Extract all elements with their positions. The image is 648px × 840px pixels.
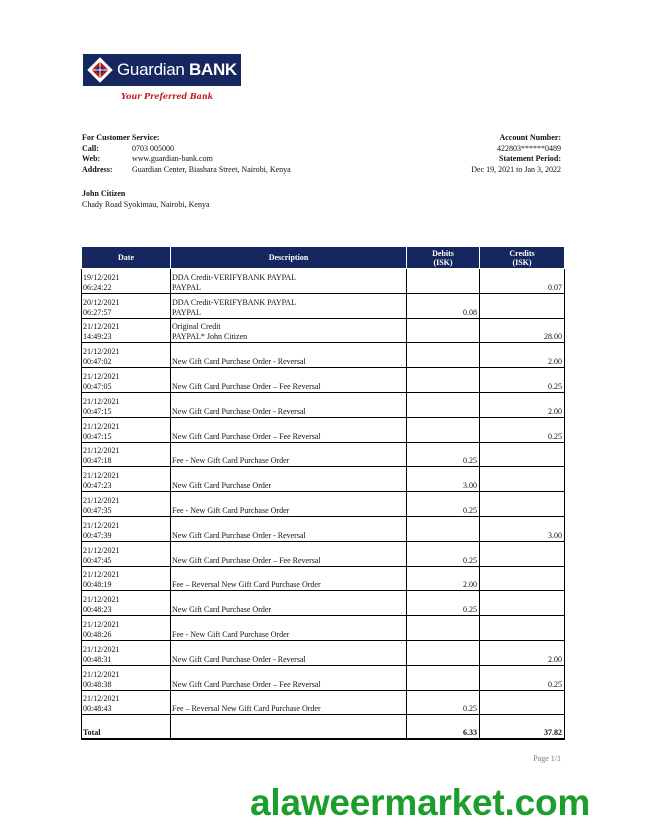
row-desc-line1 [172,471,405,481]
table-row [82,368,565,393]
customer-block [82,189,210,210]
cell-credit [480,293,565,318]
cell-debit [407,318,480,343]
cell-debit [407,368,480,393]
cell-description [171,690,407,715]
cell-description [171,392,407,417]
cell-date [82,442,171,467]
row-time: 00:47:45 [83,555,112,565]
cell-description [171,442,407,467]
row-date: 21/12/2021 [83,446,120,456]
header-debits-unit: (ISK) [433,257,453,267]
customer-address: Chady Road Syokimau, Nairobi, Kenya [82,199,210,209]
row-desc-line1 [172,496,405,506]
cell-credit [480,566,565,591]
address-label: Address: [82,164,113,174]
row-date: 19/12/2021 [83,272,120,282]
account-info-block [471,133,561,175]
cell-description [171,293,407,318]
row-desc-line2: New Gift Card Purchase Order - Reversal [172,406,306,416]
table-body [82,269,565,715]
customer-name: John Citizen [82,189,126,198]
row-desc-line2: Fee – Reversal New Gift Card Purchase Order [172,704,321,714]
table-row [82,690,565,715]
cell-description [171,516,407,541]
row-desc-line2: Fee – Reversal New Gift Card Purchase Order [172,580,321,590]
header-debits-label: Debits [432,248,454,258]
row-time: 00:48:26 [83,629,112,639]
transactions-table [81,246,565,740]
cell-credit: 0.07 [480,269,565,294]
cell-description [171,318,407,343]
row-desc-line1 [172,670,405,680]
page-number: Page 1/1 [533,754,561,763]
table-row [82,318,565,343]
row-desc-line2: New Gift Card Purchase Order – Fee Reversal [172,431,321,441]
row-time: 00:48:38 [83,679,112,689]
cell-debit: 0.08 [407,293,480,318]
row-date: 20/12/2021 [83,297,120,307]
cell-credit: 3.00 [480,516,565,541]
row-desc-line2: New Gift Card Purchase Order - Reversal [172,357,306,367]
cell-credit [480,591,565,616]
cell-description [171,566,407,591]
row-desc-line1: DDA Credit-VERIFYBANK PAYPAL [172,297,297,307]
table-row [82,616,565,641]
cell-debit [407,516,480,541]
cell-date [82,269,171,294]
address-value: Guardian Center, Biashara Street, Nairobi, Kenya [132,164,291,174]
cell-credit: 2.00 [480,640,565,665]
row-date: 21/12/2021 [83,644,120,654]
cell-date [82,318,171,343]
cell-date [82,566,171,591]
statement-period-value: Dec 19, 2021 to Jan 3, 2022 [471,164,561,174]
row-date: 21/12/2021 [83,495,120,505]
cell-credit [480,541,565,566]
row-desc-line2: New Gift Card Purchase Order - Reversal [172,654,306,664]
row-date: 21/12/2021 [83,421,120,431]
cell-debit: 0.25 [407,492,480,517]
table-row [82,269,565,294]
total-desc-empty [171,715,407,739]
row-date: 21/12/2021 [83,545,120,555]
header-credits-unit: (ISK) [512,257,532,267]
row-desc-line2: New Gift Card Purchase Order - Reversal [172,530,306,540]
cell-credit: 0.25 [480,665,565,690]
cell-debit: 3.00 [407,467,480,492]
cell-debit: 0.25 [407,690,480,715]
account-number-label: Account Number: [499,133,561,142]
bank-emblem-icon [83,54,117,86]
cell-date [82,293,171,318]
cell-credit: 2.00 [480,392,565,417]
row-desc-line2: New Gift Card Purchase Order [172,605,272,615]
watermark: alaweermarket.com [250,782,591,823]
cell-credit: 28.00 [480,318,565,343]
row-date: 21/12/2021 [83,694,120,704]
bank-logo [83,54,241,86]
statement-period-label: Statement Period: [499,154,561,163]
cell-description [171,368,407,393]
cell-date [82,640,171,665]
row-date: 21/12/2021 [83,371,120,381]
table-row [82,392,565,417]
row-time: 00:47:15 [83,406,112,416]
row-date: 21/12/2021 [83,471,120,481]
row-time: 00:47:18 [83,456,112,466]
customer-service-block [82,133,291,175]
cell-description [171,269,407,294]
cell-credit [480,616,565,641]
cell-date [82,492,171,517]
call-value: 0703 005000 [132,143,174,153]
cell-debit [407,616,480,641]
cell-debit: 0.25 [407,541,480,566]
row-date: 21/12/2021 [83,396,120,406]
row-desc-line2: Fee - New Gift Card Purchase Order [172,505,290,515]
cell-description [171,591,407,616]
cell-description [171,640,407,665]
row-time: 00:47:39 [83,530,112,540]
web-label: Web: [82,154,101,163]
cell-debit [407,665,480,690]
row-desc-line1 [172,620,405,630]
table-row [82,492,565,517]
header-debits [407,247,480,269]
row-time: 00:48:19 [83,580,112,590]
cell-credit: 2.00 [480,343,565,368]
cell-description [171,616,407,641]
row-date: 21/12/2021 [83,570,120,580]
row-desc-line1 [172,546,405,556]
row-desc-line2: New Gift Card Purchase Order – Fee Reversal [172,381,321,391]
table-header-row [82,247,565,269]
row-desc-line1 [172,397,405,407]
bank-tagline: Your Preferred Bank [121,91,214,101]
account-number-value: 422803******0489 [497,143,561,153]
row-date: 21/12/2021 [83,595,120,605]
cell-credit [480,492,565,517]
row-date: 21/12/2021 [83,619,120,629]
row-date: 21/12/2021 [83,347,120,357]
table-row [82,293,565,318]
row-desc-line2: Fee - New Gift Card Purchase Order [172,629,290,639]
cell-date [82,368,171,393]
cell-debit [407,640,480,665]
cell-date [82,616,171,641]
cell-description [171,417,407,442]
table-row [82,640,565,665]
cell-description [171,541,407,566]
row-desc-line1 [172,595,405,605]
row-desc-line2: PAYPAL [172,282,201,292]
cell-credit [480,690,565,715]
cell-date [82,516,171,541]
cell-debit: 2.00 [407,566,480,591]
row-desc-line2: New Gift Card Purchase Order [172,481,272,491]
table-row [82,665,565,690]
customer-service-heading: For Customer Service: [82,133,160,142]
cell-debit [407,417,480,442]
row-desc-line1 [172,446,405,456]
row-desc-line2: New Gift Card Purchase Order – Fee Reversal [172,679,321,689]
row-desc-line1: DDA Credit-VERIFYBANK PAYPAL [172,272,297,282]
header-date: Date [82,247,171,269]
row-time: 06:27:57 [83,307,112,317]
cell-description [171,665,407,690]
cell-debit [407,392,480,417]
row-time: 00:47:23 [83,481,112,491]
table-row [82,467,565,492]
cell-date [82,541,171,566]
cell-date [82,417,171,442]
row-time: 00:48:43 [83,704,112,714]
table-row [82,591,565,616]
table-row [82,417,565,442]
cell-date [82,392,171,417]
row-date: 21/12/2021 [83,669,120,679]
row-date: 21/12/2021 [83,520,120,530]
cell-description [171,467,407,492]
row-time: 06:24:22 [83,282,112,292]
row-time: 00:48:23 [83,605,112,615]
cell-debit [407,269,480,294]
cell-credit [480,467,565,492]
cell-credit [480,442,565,467]
row-date: 21/12/2021 [83,322,120,332]
total-credit: 37.82 [480,715,565,739]
cell-date [82,343,171,368]
row-time: 00:47:02 [83,357,112,367]
row-desc-line2: Fee - New Gift Card Purchase Order [172,456,290,466]
row-desc-line1 [172,694,405,704]
table-row [82,516,565,541]
row-time: 00:47:15 [83,431,112,441]
row-desc-line2: New Gift Card Purchase Order – Fee Reversal [172,555,321,565]
cell-description [171,343,407,368]
cell-date [82,665,171,690]
row-desc-line1 [172,645,405,655]
table-row [82,566,565,591]
row-desc-line1: Original Credit [172,322,221,332]
table-row [82,442,565,467]
cell-debit: 0.25 [407,442,480,467]
row-desc-line1 [172,422,405,432]
row-desc-line2: PAYPAL* John Citizen [172,332,248,342]
cell-debit: 0.25 [407,591,480,616]
header-credits-label: Credits [509,248,535,258]
cell-description [171,492,407,517]
call-label: Call: [82,143,99,153]
row-time: 00:48:31 [83,654,112,664]
header-credits [480,247,565,269]
row-desc-line1 [172,372,405,382]
total-label: Total [82,715,171,739]
total-row [82,715,565,739]
row-desc-line2: PAYPAL [172,307,201,317]
row-desc-line1 [172,570,405,580]
header-description: Description [171,247,407,269]
row-desc-line1 [172,521,405,531]
cell-date [82,591,171,616]
table-row [82,343,565,368]
total-debit: 6.33 [407,715,480,739]
cell-date [82,690,171,715]
row-time: 00:47:35 [83,505,112,515]
table-row [82,541,565,566]
row-time: 14:49:23 [83,332,112,342]
cell-date [82,467,171,492]
cell-debit [407,343,480,368]
web-value[interactable]: www.guardian-bank.com [132,154,213,163]
row-desc-line1 [172,347,405,357]
row-time: 00:47:05 [83,381,112,391]
cell-credit: 0.25 [480,368,565,393]
cell-credit: 0.25 [480,417,565,442]
bank-name: Guardian BANK [117,60,237,79]
